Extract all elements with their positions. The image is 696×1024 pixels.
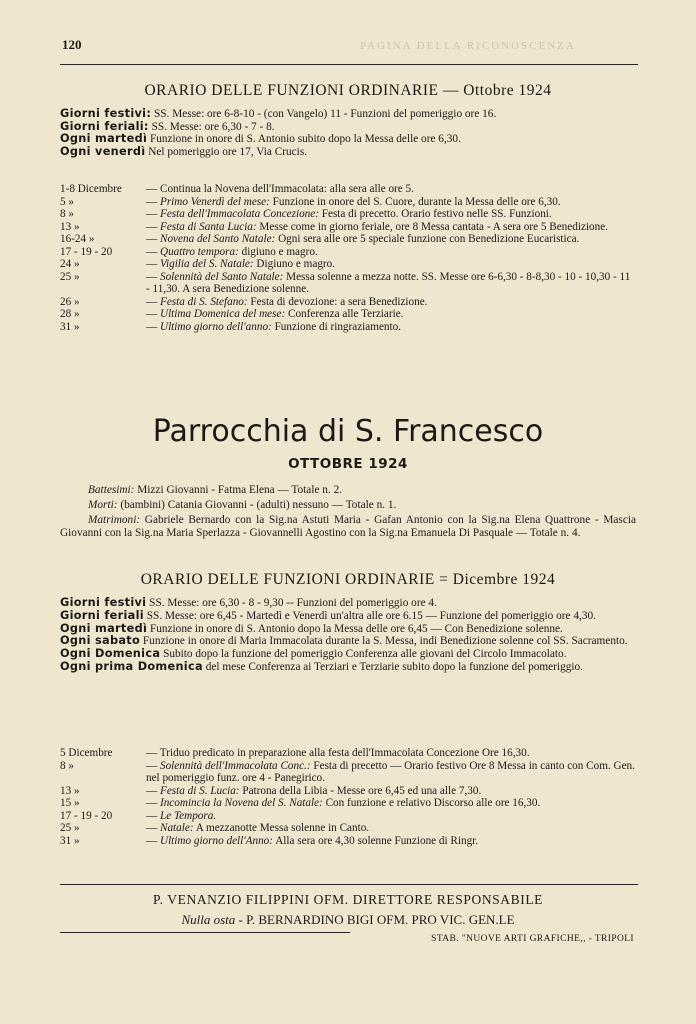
schedule-label: Ogni martedì	[60, 132, 148, 146]
section1-calendar	[60, 183, 636, 333]
schedule-text: SS. Messe: ore 6-8-10 - (con Vangelo) 11 - Funzioni del pomeriggio ore 16.	[153, 108, 497, 120]
register-label: Morti:	[88, 499, 118, 511]
schedule-label: Ogni martedì	[60, 621, 148, 635]
calendar-dash: —	[146, 220, 158, 233]
schedule-text: del mese Conferenza ai Terziari e Terziarie subito dopo la funzione del pomeriggio.	[205, 660, 583, 673]
calendar-dash: —	[146, 834, 158, 847]
calendar-dash: —	[146, 183, 158, 195]
calendar-date: 31 »	[60, 834, 80, 847]
parish-register	[60, 484, 636, 540]
register-text: (bambini) Catania Giovanni - (adulti) nessuno — Totale n. 1.	[120, 499, 397, 511]
calendar-dash: —	[146, 258, 158, 270]
calendar-dash: —	[146, 797, 158, 809]
calendar-lead: Primo Venerdì del mese:	[159, 195, 270, 208]
calendar-dash: —	[146, 320, 158, 333]
calendar-date: 26 »	[60, 295, 80, 308]
register-baptisms	[60, 484, 636, 497]
schedule-line	[60, 661, 636, 674]
calendar-lead: Novena del Santo Natale:	[159, 233, 276, 245]
schedule-line	[60, 133, 636, 146]
register-text: Gabriele Bernardo con la Sig.na Astuti Maria - Gafan Antonio con la Sig.na Elena Quattrone - Mascia Giovanni con la Sig.na Maria Sperlazza - Giovannelli Agostino con la Sig.na Emanuela Di Pasquale — Totale n. 4.	[60, 514, 636, 539]
calendar-date: 5 »	[60, 195, 74, 208]
calendar-row	[60, 246, 636, 259]
footer-rule-bottom	[60, 932, 350, 933]
calendar-row	[60, 835, 636, 848]
calendar-text: Triduo predicato in preparazione alla festa dell'Immacolata Concezione Ore 16,30.	[159, 747, 530, 759]
header-rule	[60, 64, 638, 65]
calendar-row	[60, 183, 636, 196]
calendar-text: Festa di precetto — Orario festivo Ore 8 Messa in canto con Com. Gen. nel pomeriggio funz. ore 4 - Panegirico.	[146, 759, 635, 784]
schedule-label: Ogni Domenica	[60, 647, 161, 661]
schedule-text: SS. Messe: ore 6,30 - 8 - 9,30 -- Funzioni del pomeriggio ore 4.	[149, 597, 437, 609]
schedule-label: Giorni festivi:	[60, 107, 152, 120]
schedule-line	[60, 146, 636, 159]
calendar-text: Continua la Novena dell'Immacolata: alla sera alle ore 5.	[159, 183, 414, 195]
schedule-text: SS. Messe: ore 6,30 - 7 - 8.	[151, 120, 275, 133]
calendar-dash: —	[146, 233, 158, 245]
calendar-text: Patrona della Libia - Messe ore 6,45 ed una alle 7,30.	[242, 784, 482, 797]
calendar-row	[60, 296, 636, 309]
calendar-row	[60, 196, 636, 209]
calendar-dash: —	[146, 208, 158, 220]
section1-title: ORARIO DELLE FUNZIONI ORDINARIE — Ottobre 1924	[144, 82, 552, 99]
footer-director: P. VENANZIO FILIPPINI OFM. DIRETTORE RESPONSABILE	[152, 892, 544, 907]
calendar-text: A mezzanotte Messa solenne in Canto.	[195, 822, 370, 834]
calendar-row	[60, 258, 636, 271]
schedule-label: Giorni feriali	[60, 608, 144, 622]
parish-title: Parrocchia di S. Francesco	[152, 414, 544, 449]
register-deaths	[60, 499, 636, 512]
calendar-dash: —	[146, 270, 158, 283]
calendar-date: 24 »	[60, 258, 80, 270]
schedule-line	[60, 597, 636, 610]
calendar-text: Festa di devozione: a sera Benedizione.	[250, 295, 428, 308]
calendar-lead: Festa di S. Stefano:	[159, 295, 248, 308]
calendar-text: Ogni sera alle ore 5 speciale funzione con Benedizione Eucaristica.	[278, 233, 580, 245]
register-label: Battesimi:	[88, 484, 135, 496]
calendar-row	[60, 271, 636, 296]
register-marriages	[60, 514, 636, 540]
calendar-row	[60, 321, 636, 334]
schedule-text: SS. Messe: ore 6,45 - Martedì e Venerdì un'altra alle ore 6.15 — Funzione del pomeriggio ore 4,30.	[146, 609, 596, 622]
calendar-lead: Festa di Santa Lucia:	[159, 220, 257, 233]
schedule-label: Giorni festivi	[60, 596, 147, 609]
calendar-lead: Vigilia del S. Natale:	[159, 258, 254, 270]
printer-credit: STAB. "NUOVE ARTI GRAFICHE,, - TRIPOLI	[431, 934, 634, 944]
running-head: PAGINA DELLA RICONOSCENZA	[360, 40, 576, 52]
schedule-text: Nel pomeriggio ore 17, Via Crucis.	[148, 145, 308, 158]
calendar-date: 8 »	[60, 208, 74, 220]
schedule-text: Subito dopo la funzione del pomeriggio Conferenza alle giovani del Circolo Immacolato.	[163, 648, 567, 661]
section2-title: ORARIO DELLE FUNZIONI ORDINARIE = Dicembre 1924	[140, 571, 556, 588]
footer-rule-top	[60, 884, 638, 885]
calendar-dash: —	[146, 308, 158, 320]
calendar-date: 1-8 Dicembre	[60, 183, 122, 195]
register-label: Matrimoni:	[88, 514, 141, 526]
calendar-dash: —	[146, 747, 158, 759]
schedule-label: Ogni prima Domenica	[60, 659, 203, 673]
calendar-row	[60, 785, 636, 798]
calendar-date: 31 »	[60, 320, 80, 333]
section2-schedule	[60, 597, 636, 674]
calendar-date: 17 - 19 - 20	[60, 809, 113, 822]
schedule-line	[60, 623, 636, 636]
nulla-osta-text: P. BERNARDINO BIGI OFM. PRO VIC. GEN.LE	[246, 912, 515, 927]
calendar-lead: Ultimo giorno dell'Anno:	[159, 834, 274, 847]
calendar-lead: Festa di S. Lucia:	[159, 784, 240, 797]
schedule-text: Funzione in onore di S. Antonio dopo la Messa delle ore 6,45 — Con Benedizione solenne.	[149, 622, 563, 635]
calendar-lead: Natale:	[159, 822, 194, 834]
calendar-date: 13 »	[60, 220, 80, 233]
calendar-row	[60, 797, 636, 810]
page-number: 120	[62, 37, 82, 52]
calendar-lead: Solennità dell'Immacolata Conc.:	[159, 759, 311, 772]
calendar-date: 25 »	[60, 822, 80, 834]
calendar-lead: Ultima Domenica del mese:	[159, 308, 286, 320]
calendar-date: 13 »	[60, 784, 80, 797]
footer-nulla-osta	[60, 912, 636, 928]
calendar-text: Funzione in onore del S. Cuore, durante la Messa delle ore 6,30.	[272, 195, 561, 208]
calendar-date: 8 »	[60, 759, 74, 772]
parish-month: OTTOBRE 1924	[288, 456, 408, 472]
calendar-dash: —	[146, 784, 158, 797]
calendar-row	[60, 760, 636, 785]
calendar-text: Messa solenne a mezza notte. SS. Messe ore 6-6,30 - 8-8,30 - 10 - 10,30 - 11 - 11,30. A sera Benedizione solenne.	[146, 270, 631, 295]
calendar-date: 15 »	[60, 797, 80, 809]
schedule-label: Ogni venerdì	[60, 144, 146, 158]
section2-calendar	[60, 747, 636, 847]
calendar-lead: Festa dell'Immacolata Concezione:	[159, 208, 319, 220]
calendar-lead: Le Tempora.	[159, 809, 217, 822]
calendar-lead: Ultimo giorno dell'anno:	[159, 320, 272, 333]
calendar-dash: —	[146, 759, 158, 772]
calendar-dash: —	[146, 809, 158, 822]
calendar-dash: —	[146, 195, 158, 208]
calendar-text: Digiuno e magro.	[256, 258, 336, 270]
calendar-row	[60, 747, 636, 760]
schedule-text: Funzione in onore di S. Antonio subito dopo la Messa delle ore 6,30.	[149, 133, 461, 146]
register-text: Mizzi Giovanni - Fatma Elena — Totale n. 2.	[137, 484, 343, 496]
calendar-dash: —	[146, 295, 158, 308]
calendar-text: Alla sera ore 4,30 solenne Funzione di Ringr.	[275, 834, 479, 847]
calendar-text: digiuno e magro.	[241, 245, 318, 258]
calendar-lead: Quattro tempora:	[159, 245, 239, 258]
calendar-dash: —	[146, 245, 158, 258]
schedule-label: Giorni feriali:	[60, 119, 149, 133]
calendar-lead: Solennità del Santo Natale:	[159, 270, 284, 283]
calendar-date: 17 - 19 - 20	[60, 245, 113, 258]
calendar-row	[60, 233, 636, 246]
nulla-osta-label: Nulla osta -	[181, 912, 243, 927]
calendar-date: 28 »	[60, 308, 80, 320]
calendar-row	[60, 208, 636, 221]
calendar-date: 25 »	[60, 270, 80, 283]
calendar-row	[60, 810, 636, 823]
calendar-text: Funzione di ringraziamento.	[274, 320, 402, 333]
calendar-date: 16-24 »	[60, 233, 95, 245]
calendar-row	[60, 221, 636, 234]
calendar-row	[60, 308, 636, 321]
calendar-row	[60, 822, 636, 835]
calendar-dash: —	[146, 822, 158, 834]
calendar-text: Festa di precetto. Orario festivo nelle SS. Funzioni.	[321, 208, 552, 220]
calendar-text: Conferenza alle Terziarie.	[288, 308, 404, 320]
schedule-text: Funzione in onore di Maria Immacolata durante la S. Messa, indi Benedizione solenne col SS. Sacramento.	[142, 635, 628, 648]
schedule-label: Ogni sabato	[60, 634, 141, 648]
calendar-text: Con funzione e relativo Discorso alle ore 16,30.	[325, 797, 541, 809]
calendar-date: 5 Dicembre	[60, 747, 113, 759]
calendar-text: Messe come in giorno feriale, ore 8 Messa cantata - A sera ore 5 Benedizione.	[259, 220, 608, 233]
calendar-lead: Incomincia la Novena del S. Natale:	[159, 797, 323, 809]
section1-schedule	[60, 108, 636, 158]
